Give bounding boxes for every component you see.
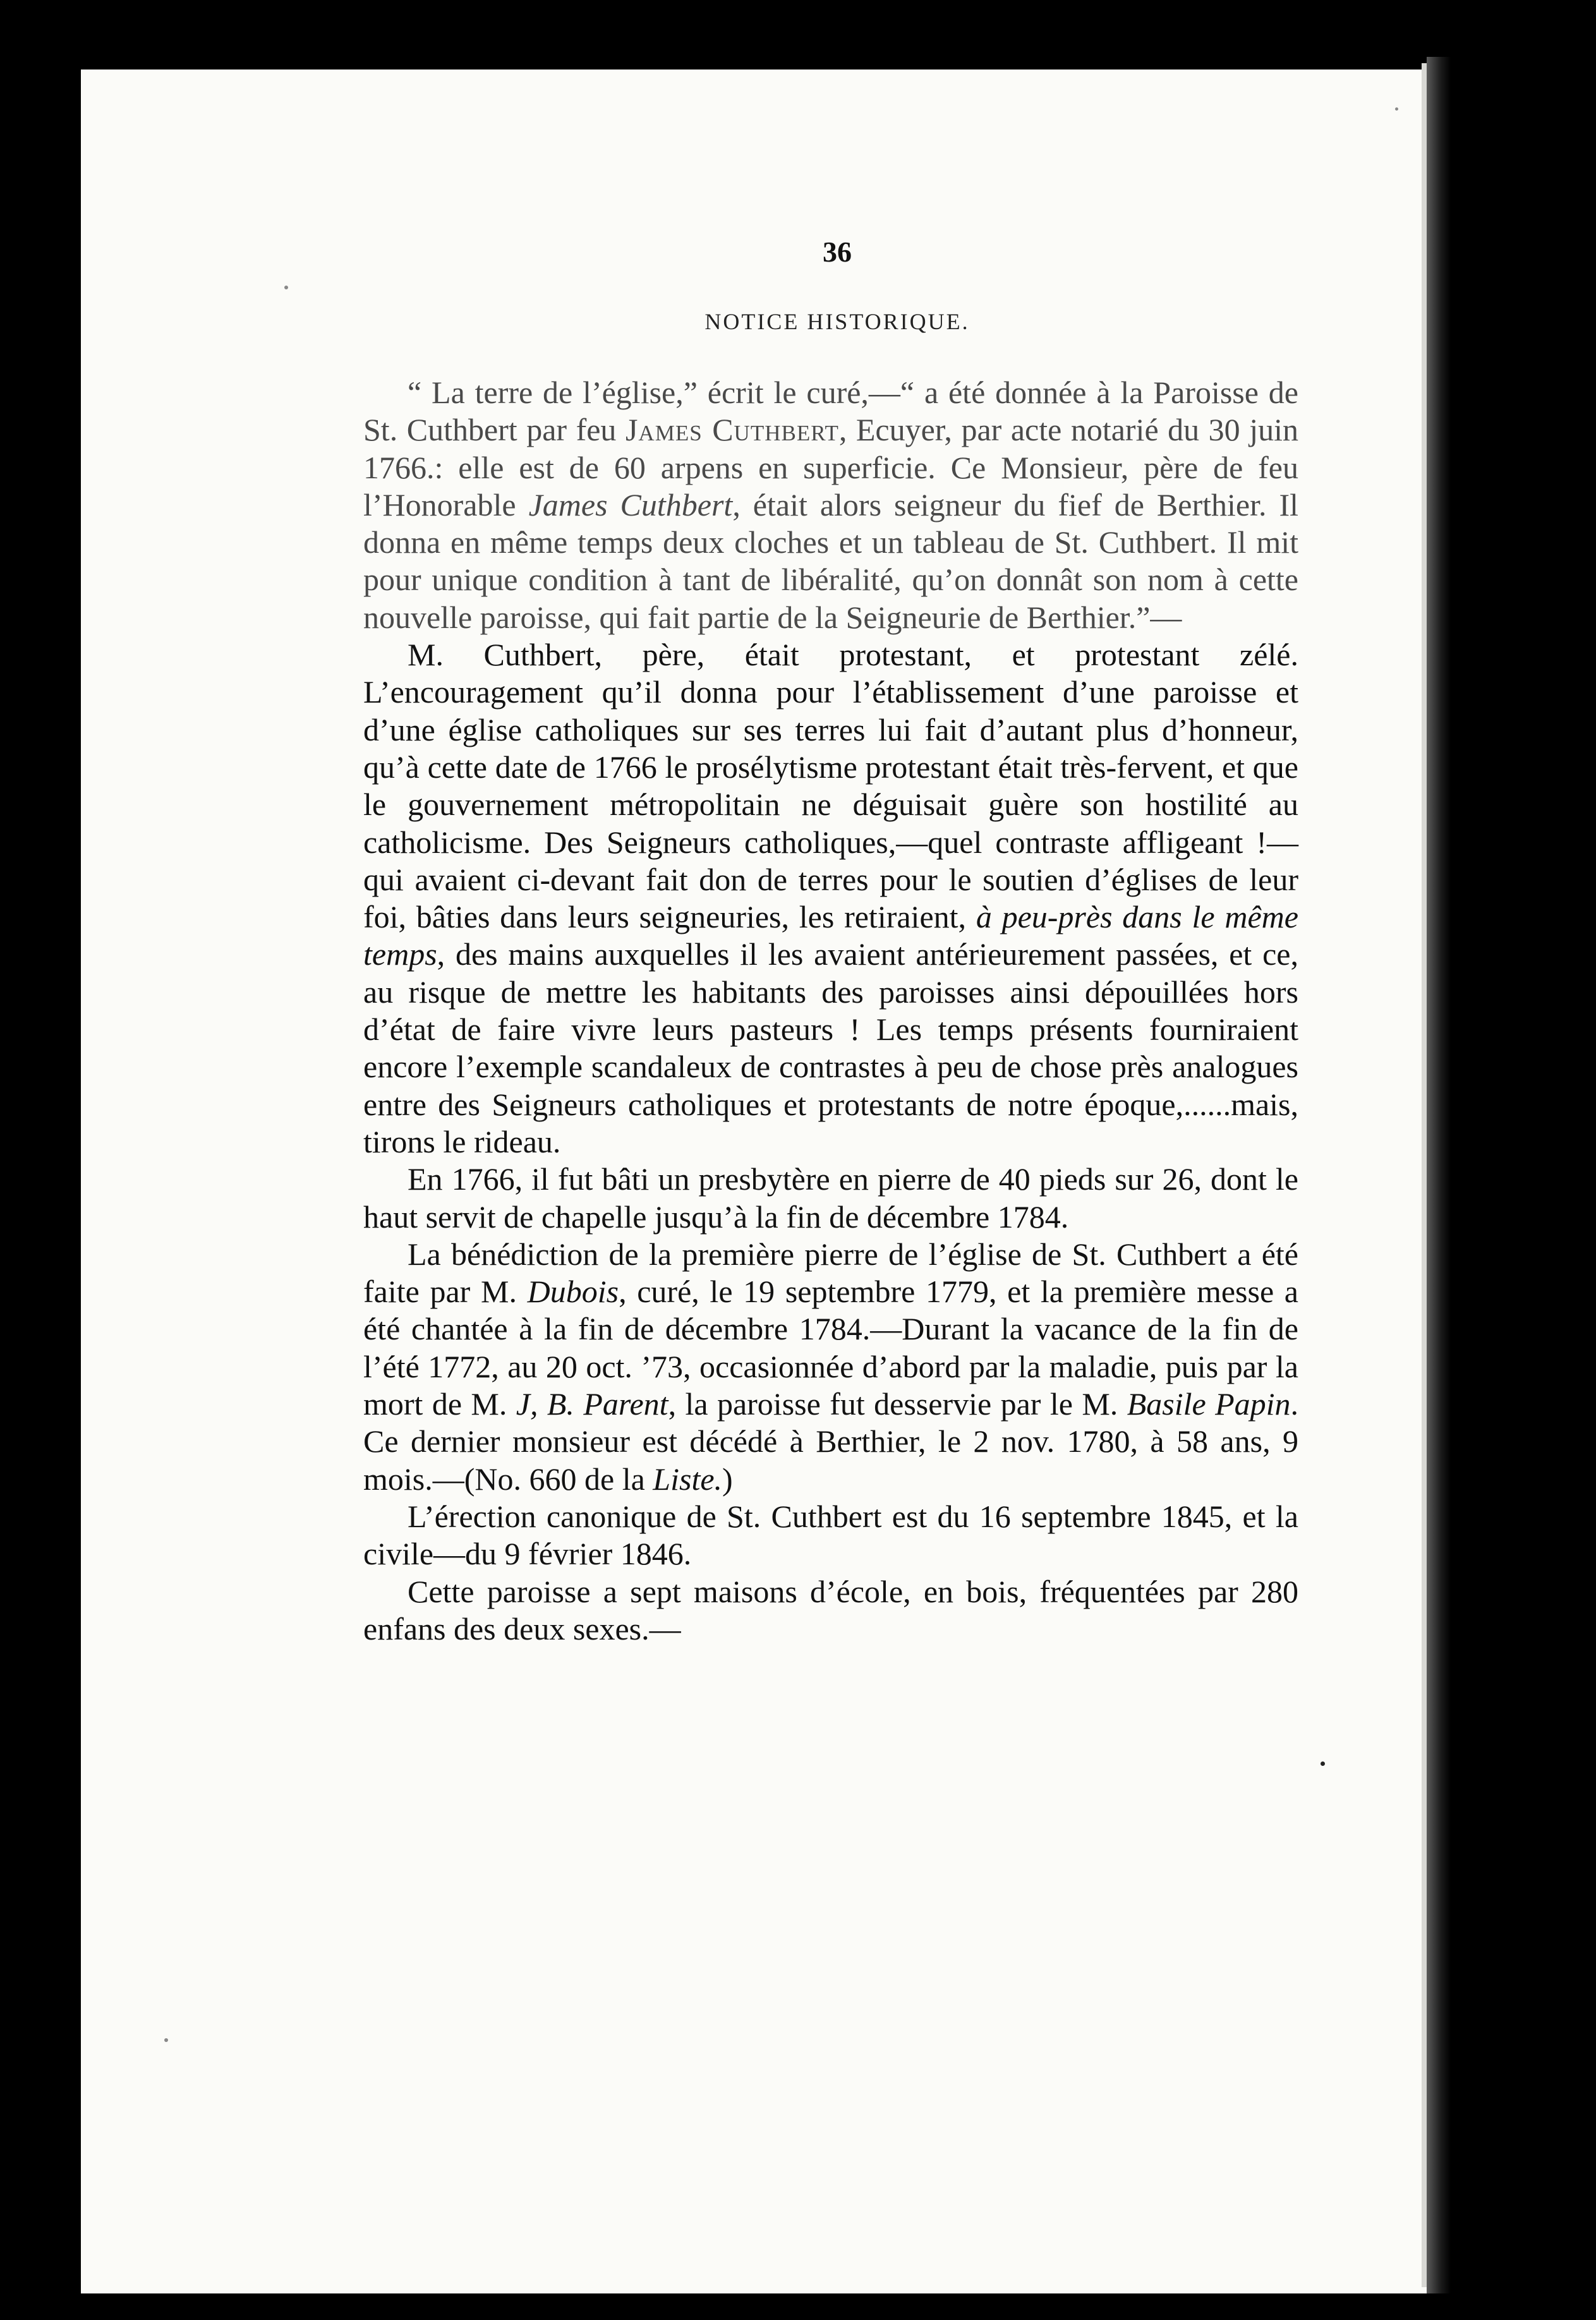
scan-speck (1395, 107, 1398, 111)
paragraph-2 (363, 636, 1298, 1161)
text-span-italic: à peu-près dans le même temps (363, 899, 1298, 972)
body-text (363, 374, 1298, 1648)
text-span-italic: Dubois (527, 1274, 619, 1310)
text-span: , curé, le 19 septembre 1779, et la première messe a été chantée à la fin de décembre 1784.—Durant la vacance de la fin de l’été 1772, au 20 oct. ’73, occasionnée d’abord par la maladie, puis par la mort de M. (363, 1274, 1298, 1422)
text-span: , des mains auxquelles il les avaient antérieurement passées, et ce, au risque de mettre les habitants des paroisses ainsi dépouillées hors d’état de faire vivre leurs pasteurs ! Les temps présents fourniraient encore l’exemple scandaleux de contrastes à peu de chose près analogues entre des Seigneurs catholiques et protestants de notre époque,......mais, tirons le rideau. (363, 936, 1298, 1159)
paragraph-4 (363, 1236, 1298, 1498)
text-span: ) (722, 1461, 733, 1497)
text-span-italic: James Cuthbert (528, 486, 733, 523)
text-span: . Ce dernier monsieur est décédé à Berthier, le 2 nov. 1780, à 58 ans, 9 mois.—(No. 660 de la (363, 1386, 1298, 1497)
scan-speck (1321, 1761, 1325, 1766)
scan-speck (164, 2038, 168, 2042)
paragraph-6: Cette paroisse a sept maisons d’école, en bois, fréquentées par 280 enfans des deux sexes.— (363, 1573, 1298, 1646)
paragraph-5: L’érection canonique de St. Cuthbert est du 16 septembre 1845, et la civile—du 9 février 1846. (363, 1498, 1298, 1572)
page-number: 36 (823, 236, 852, 268)
text-span-italic: Liste. (653, 1461, 723, 1497)
text-span: M. Cuthbert, père, était protestant, et protestant zélé. L’encouragement qu’il donna pour l’établissement d’une paroisse et d’une église catholiques sur ses terres lui fait d’autant plus d’honneur, qu’à cette date de 1766 le prosélytisme protestant était très-fervent, et que le gouvernement métropolitain ne déguisait guère son hostilité au catholicisme. Des Seigneurs catholiques,—quel contraste affligeant !—qui avaient ci-devant fait don de terres pour le soutien d’églises de leur foi, bâties dans leurs seigneuries, les retiraient, (363, 637, 1298, 935)
text-span-italic: J, B. Parent (516, 1386, 668, 1422)
text-span: , était alors seigneur du fief de Berthier. Il donna en même temps deux cloches et un tableau de St. Cuthbert. Il mit pour unique condition à tant de libéralité, qu’on donnât son nom à cette nouvelle paroisse, qui fait partie de la Seigneurie de Berthier.”— (363, 486, 1299, 635)
text-span-smallcaps: James Cuthbert (625, 412, 839, 448)
text-span-italic: Basile Papin (1127, 1386, 1291, 1422)
text-span: , la paroisse fut desservie par le M. (668, 1386, 1127, 1422)
page-edge-shadow (1427, 57, 1451, 2293)
paragraph-1 (363, 374, 1298, 636)
text-span: La bénédiction de la première pierre de l’église de St. Cuthbert a été faite par M. (363, 1236, 1298, 1310)
running-head: NOTICE HISTORIQUE. (704, 309, 970, 334)
text-span: , Ecuyer, par acte notarié du 30 juin 1766.: elle est de 60 arpens en superficie. Ce Monsieur, père de feu l’Honorable (363, 412, 1298, 523)
scan-speck (284, 286, 288, 289)
paragraph-3: En 1766, il fut bâti un presbytère en pierre de 40 pieds sur 26, dont le haut servit de chapelle jusqu’à la fin de décembre 1784. (363, 1161, 1298, 1235)
text-span: “ La terre de l’église,” écrit le curé,—“ a été donnée à la Paroisse de St. Cuthbert par feu (363, 375, 1298, 448)
